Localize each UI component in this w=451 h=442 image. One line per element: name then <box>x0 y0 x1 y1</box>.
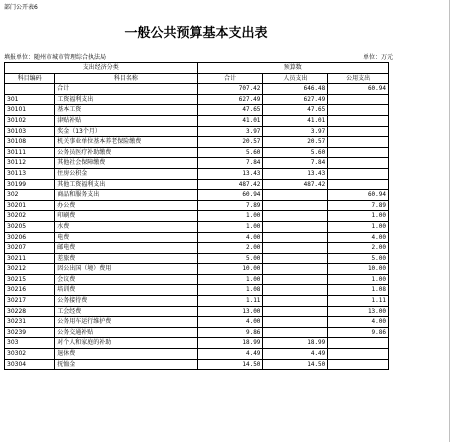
cell-code: 30239 <box>5 327 55 338</box>
cell-code: 30228 <box>5 306 55 317</box>
cell-name: 公务接待费 <box>55 296 197 307</box>
reporting-unit: 填报单位：随州市城市管理综合执法局 <box>4 54 107 61</box>
cell-name: 工资福利支出 <box>55 94 197 105</box>
table-row <box>5 126 389 137</box>
cell-public: 13.00 <box>328 306 389 317</box>
table-row <box>5 317 389 328</box>
cell-public <box>328 168 389 179</box>
cell-name: 办公费 <box>55 200 197 211</box>
cell-code: 30231 <box>5 317 55 328</box>
cell-personnel <box>263 264 328 275</box>
cell-code: 30304 <box>5 359 55 370</box>
cell-code: 30212 <box>5 264 55 275</box>
cell-code: 30211 <box>5 253 55 264</box>
cell-personnel <box>263 274 328 285</box>
cell-total: 20.57 <box>197 137 263 148</box>
table-row <box>5 84 389 95</box>
cell-code: 30302 <box>5 349 55 360</box>
cell-code: 30101 <box>5 105 55 116</box>
header-group-row <box>5 63 389 74</box>
cell-public <box>328 338 389 349</box>
cell-public: 10.00 <box>328 264 389 275</box>
cell-name: 机关事业单位基本养老保险缴费 <box>55 137 197 148</box>
cell-total: 1.11 <box>197 296 263 307</box>
cell-total: 5.60 <box>197 147 263 158</box>
table-row <box>5 253 389 264</box>
table-row <box>5 168 389 179</box>
cell-public: 5.00 <box>328 253 389 264</box>
header-personnel: 人员支出 <box>263 73 328 84</box>
cell-personnel <box>263 306 328 317</box>
cell-personnel: 47.65 <box>263 105 328 116</box>
cell-total: 9.86 <box>197 327 263 338</box>
cell-name: 基本工资 <box>55 105 197 116</box>
cell-total: 47.65 <box>197 105 263 116</box>
cell-name: 会议费 <box>55 274 197 285</box>
cell-name: 抚恤金 <box>55 359 197 370</box>
cell-total: 1.00 <box>197 211 263 222</box>
cell-personnel: 5.60 <box>263 147 328 158</box>
table-row <box>5 94 389 105</box>
cell-total: 627.49 <box>197 94 263 105</box>
table-row <box>5 232 389 243</box>
cell-total: 18.99 <box>197 338 263 349</box>
cell-total: 3.97 <box>197 126 263 137</box>
cell-total: 2.00 <box>197 243 263 254</box>
cell-code: 30205 <box>5 221 55 232</box>
cell-total: 1.00 <box>197 274 263 285</box>
cell-personnel: 14.50 <box>263 359 328 370</box>
cell-name: 电费 <box>55 232 197 243</box>
cell-name: 印刷费 <box>55 211 197 222</box>
cell-public: 1.00 <box>328 211 389 222</box>
cell-total: 14.50 <box>197 359 263 370</box>
sheet-edge <box>449 0 450 442</box>
table-row <box>5 327 389 338</box>
cell-code: 30199 <box>5 179 55 190</box>
cell-name: 水费 <box>55 221 197 232</box>
table-body <box>5 84 389 370</box>
cell-total: 10.00 <box>197 264 263 275</box>
cell-personnel <box>263 190 328 201</box>
header-economic-classification: 支出经济分类 <box>5 63 198 74</box>
table-row <box>5 147 389 158</box>
cell-public: 1.11 <box>328 296 389 307</box>
cell-total: 4.00 <box>197 232 263 243</box>
cell-total: 1.08 <box>197 285 263 296</box>
cell-total: 707.42 <box>197 84 263 95</box>
cell-name: 公务用车运行维护费 <box>55 317 197 328</box>
cell-public <box>328 94 389 105</box>
cell-total: 13.43 <box>197 168 263 179</box>
cell-public: 60.94 <box>328 84 389 95</box>
cell-name: 对个人和家庭的补助 <box>55 338 197 349</box>
cell-public <box>328 359 389 370</box>
header-public: 公用支出 <box>328 73 389 84</box>
cell-personnel <box>263 253 328 264</box>
header-budget-amount: 预算数 <box>197 63 388 74</box>
cell-code: 30112 <box>5 158 55 169</box>
cell-code: 30201 <box>5 200 55 211</box>
cell-name: 工会经费 <box>55 306 197 317</box>
header-name: 科目名称 <box>55 73 197 84</box>
cell-public: 7.89 <box>328 200 389 211</box>
cell-code: 30217 <box>5 296 55 307</box>
cell-public <box>328 126 389 137</box>
cell-public: 4.00 <box>328 317 389 328</box>
table-row <box>5 158 389 169</box>
table-row <box>5 285 389 296</box>
cell-public: 1.00 <box>328 274 389 285</box>
cell-name: 差旅费 <box>55 253 197 264</box>
cell-code: 30202 <box>5 211 55 222</box>
table-row <box>5 137 389 148</box>
cell-personnel <box>263 296 328 307</box>
cell-public: 9.86 <box>328 327 389 338</box>
cell-code: 30207 <box>5 243 55 254</box>
cell-personnel: 13.43 <box>263 168 328 179</box>
cell-public <box>328 158 389 169</box>
cell-name: 邮电费 <box>55 243 197 254</box>
cell-total: 4.49 <box>197 349 263 360</box>
cell-personnel: 41.01 <box>263 115 328 126</box>
header-column-row <box>5 73 389 84</box>
cell-name: 其他社会保障缴费 <box>55 158 197 169</box>
cell-name: 公务员医疗补助缴费 <box>55 147 197 158</box>
cell-total: 7.89 <box>197 200 263 211</box>
cell-name: 合计 <box>55 84 197 95</box>
table-row <box>5 359 389 370</box>
cell-total: 1.00 <box>197 221 263 232</box>
cell-total: 60.94 <box>197 190 263 201</box>
cell-personnel: 18.99 <box>263 338 328 349</box>
cell-public: 1.08 <box>328 285 389 296</box>
cell-code: 30102 <box>5 115 55 126</box>
cell-personnel <box>263 211 328 222</box>
cell-public: 1.00 <box>328 221 389 232</box>
cell-name: 商品和服务支出 <box>55 190 197 201</box>
cell-personnel: 627.49 <box>263 94 328 105</box>
cell-public <box>328 115 389 126</box>
cell-code: 30206 <box>5 232 55 243</box>
cell-name: 因公出国（境）费用 <box>55 264 197 275</box>
table-row <box>5 105 389 116</box>
cell-public <box>328 105 389 116</box>
cell-public <box>328 349 389 360</box>
page-title: 一般公共预算基本支出表 <box>124 26 268 41</box>
cell-public <box>328 147 389 158</box>
cell-personnel <box>263 285 328 296</box>
cell-name: 津贴补贴 <box>55 115 197 126</box>
cell-code: 30111 <box>5 147 55 158</box>
cell-personnel: 646.48 <box>263 84 328 95</box>
cell-code: 30113 <box>5 168 55 179</box>
table-row <box>5 349 389 360</box>
cell-personnel <box>263 221 328 232</box>
table-row <box>5 179 389 190</box>
table-row <box>5 274 389 285</box>
cell-name: 其他工资福利支出 <box>55 179 197 190</box>
cell-total: 13.00 <box>197 306 263 317</box>
cell-public <box>328 179 389 190</box>
cell-name: 培训费 <box>55 285 197 296</box>
budget-table <box>4 62 389 370</box>
cell-code: 303 <box>5 338 55 349</box>
table-row <box>5 338 389 349</box>
form-number: 部门公开表6 <box>4 4 38 11</box>
cell-public: 60.94 <box>328 190 389 201</box>
table-row <box>5 243 389 254</box>
cell-code: 302 <box>5 190 55 201</box>
table-row <box>5 264 389 275</box>
cell-total: 5.00 <box>197 253 263 264</box>
table-row <box>5 115 389 126</box>
table-row <box>5 200 389 211</box>
cell-total: 487.42 <box>197 179 263 190</box>
table-row <box>5 221 389 232</box>
cell-public: 4.00 <box>328 232 389 243</box>
header-total: 合计 <box>197 73 263 84</box>
cell-code <box>5 84 55 95</box>
cell-total: 7.84 <box>197 158 263 169</box>
cell-personnel <box>263 243 328 254</box>
table-row <box>5 211 389 222</box>
currency-unit: 单位：万元 <box>363 54 394 61</box>
cell-personnel: 487.42 <box>263 179 328 190</box>
cell-name: 公务交通补贴 <box>55 327 197 338</box>
cell-total: 4.00 <box>197 317 263 328</box>
cell-name: 住房公积金 <box>55 168 197 179</box>
cell-personnel <box>263 317 328 328</box>
cell-code: 30108 <box>5 137 55 148</box>
cell-code: 301 <box>5 94 55 105</box>
cell-personnel <box>263 200 328 211</box>
cell-total: 41.01 <box>197 115 263 126</box>
table-row <box>5 306 389 317</box>
cell-personnel: 3.97 <box>263 126 328 137</box>
cell-code: 30216 <box>5 285 55 296</box>
table-row <box>5 190 389 201</box>
cell-public: 2.00 <box>328 243 389 254</box>
cell-personnel <box>263 327 328 338</box>
cell-public <box>328 137 389 148</box>
cell-name: 退休费 <box>55 349 197 360</box>
cell-personnel: 4.49 <box>263 349 328 360</box>
cell-name: 奖金（13个月） <box>55 126 197 137</box>
cell-code: 30103 <box>5 126 55 137</box>
cell-personnel <box>263 232 328 243</box>
cell-personnel: 20.57 <box>263 137 328 148</box>
cell-code: 30215 <box>5 274 55 285</box>
table-row <box>5 296 389 307</box>
cell-personnel: 7.84 <box>263 158 328 169</box>
header-code: 科目编码 <box>5 73 55 84</box>
